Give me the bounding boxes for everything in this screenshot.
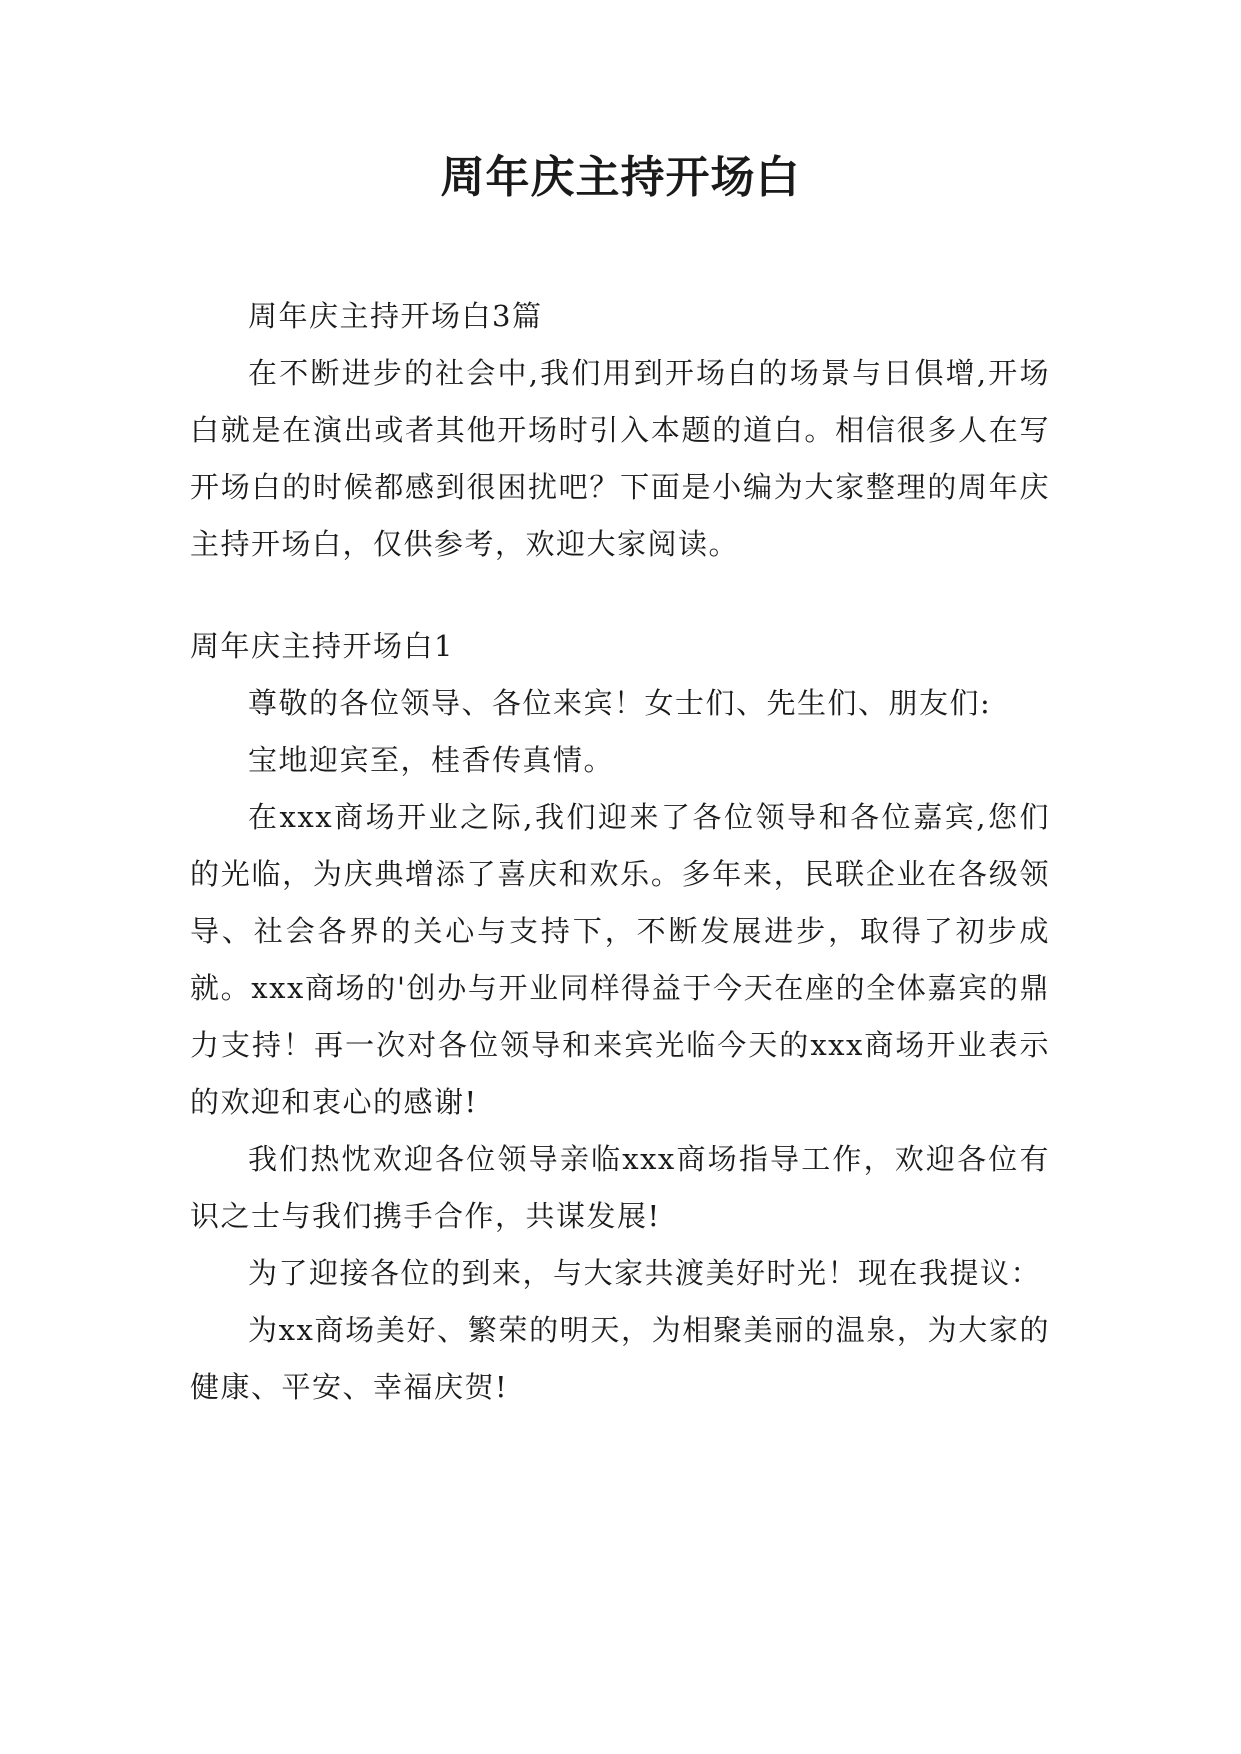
subtitle-paragraph: 周年庆主持开场白3篇 [248,299,543,333]
document-body [190,288,1050,1416]
opening-paragraph: 在xxx商场开业之际,我们迎来了各位领导和各位嘉宾,您们的光临，为庆典增添了喜庆和欢乐。多年来，民联企业在各级领导、社会各界的关心与支持下，不断发展进步，取得了初步成就。xxx商场的'创办与开业同样得益于今天在座的全体嘉宾的鼎力支持！再一次对各位领导和来宾光临今天的xxx商场开业表示的欢迎和衷心的感谢! [190,800,1050,1119]
intro-paragraph: 在不断进步的社会中,我们用到开场白的场景与日俱增,开场白就是在演出或者其他开场时引入本题的道白。相信很多人在写开场白的时候都感到很困扰吧？下面是小编为大家整理的周年庆主持开场白，仅供参考，欢迎大家阅读。 [190,356,1050,561]
document-title: 周年庆主持开场白 [440,152,801,203]
couplet-paragraph: 宝地迎宾至，桂香传真情。 [248,743,615,777]
greeting-paragraph: 尊敬的各位领导、各位来宾！女士们、先生们、朋友们: [248,686,992,720]
welcome-paragraph: 我们热忱欢迎各位领导亲临xxx商场指导工作，欢迎各位有识之士与我们携手合作，共谋发展! [190,1142,1050,1233]
toast-paragraph: 为xx商场美好、繁荣的明天，为相聚美丽的温泉，为大家的健康、平安、幸福庆贺! [190,1313,1050,1404]
section-heading: 周年庆主持开场白1 [190,629,454,663]
proposal-paragraph: 为了迎接各位的到来，与大家共渡美好时光！现在我提议： [248,1256,1042,1290]
